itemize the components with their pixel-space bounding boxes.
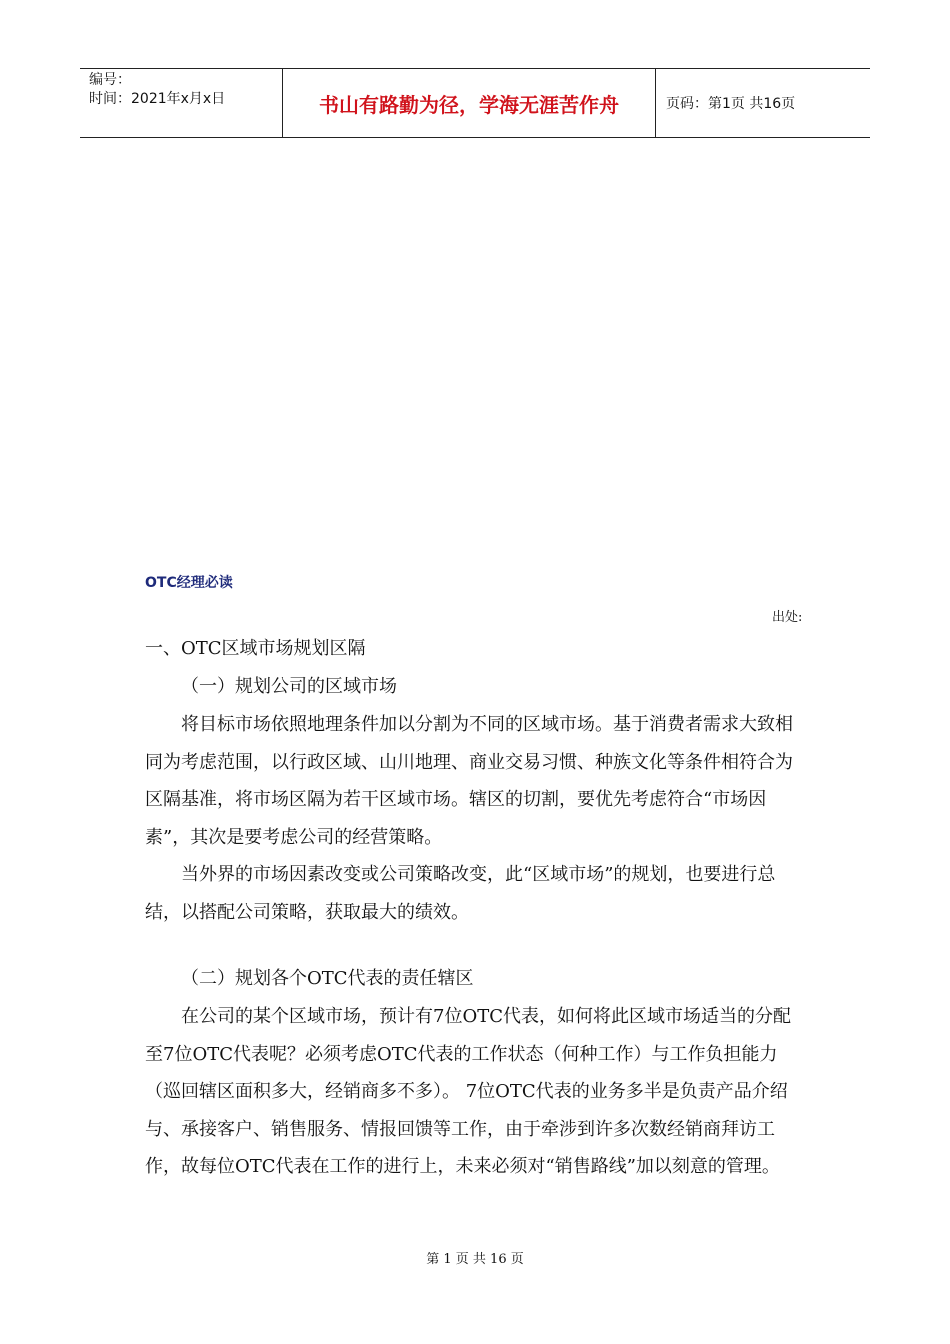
- header-meta: [80, 69, 282, 137]
- paragraph-1: 将目标市场依照地理条件加以分割为不同的区域市场。基于消费者需求大致相同为考虑范围，以行政区域、山川地理、商业交易习惯、种族文化等条件相符合为区隔基准，将市场区隔为若干区域市场。辖区的切割，要优先考虑符合“市场因素”，其次是要考虑公司的经营策略。: [145, 714, 793, 848]
- header-table: [80, 68, 870, 138]
- page-footer: 第 1 页 共 16 页: [426, 1252, 524, 1267]
- header-motto: 书山有路勤为径，学海无涯苦作舟: [282, 69, 656, 137]
- document-title: OTC经理必读: [145, 575, 233, 591]
- source-label: 出处:: [772, 610, 803, 625]
- time-label: 时间：2021年x月x日: [89, 91, 226, 107]
- number-label: 编号：: [89, 72, 131, 88]
- header-page-info: 页码：第1页 共16页: [666, 96, 796, 112]
- subsection-heading-1: （一）规划公司的区域市场: [181, 676, 397, 697]
- paragraph-2: 当外界的市场因素改变或公司策略改变，此“区域市场”的规划，也要进行总结，以搭配公司策略，获取最大的绩效。: [145, 864, 776, 923]
- section-heading-1: 一、OTC区域市场规划区隔: [145, 638, 366, 659]
- subsection-heading-2: （二）规划各个OTC代表的责任辖区: [181, 968, 474, 989]
- paragraph-gap: [145, 931, 800, 960]
- paragraph-3: 在公司的某个区域市场，预计有7位OTC代表，如何将此区域市场适当的分配至7位OTC代表呢？必须考虑OTC代表的工作状态（何种工作）与工作负担能力（巡回辖区面积多大，经销商多不多）。 7位OTC代表的业务多半是负责产品介绍与、承接客户、销售服务、情报回馈等工作，由于牵涉到许多次数经销商拜访工作，故每位OTC代表在工作的进行上，未来必须对“销售路线”加以刻意的管理。: [145, 1006, 791, 1177]
- document-body: [145, 630, 800, 1186]
